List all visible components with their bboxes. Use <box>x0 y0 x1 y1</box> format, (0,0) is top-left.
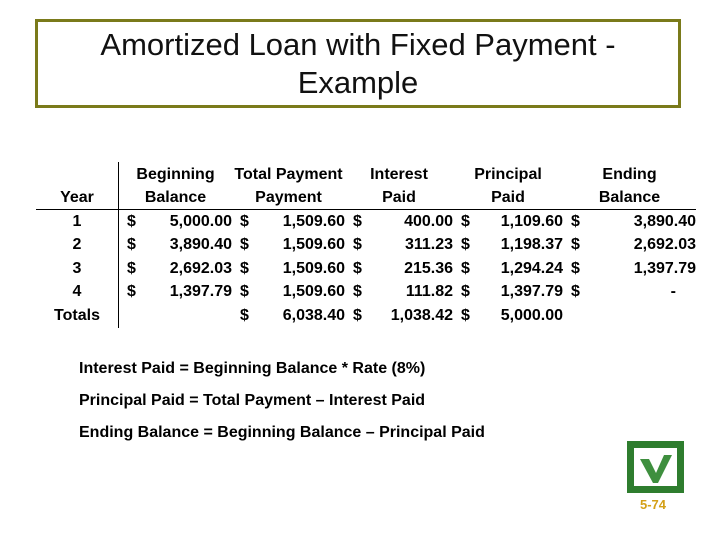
ending-balance-cell: 1,397.79 <box>633 259 696 277</box>
totals-row <box>36 304 696 328</box>
header-cell: Paid <box>345 186 453 210</box>
dollar-sign: $ <box>461 259 470 277</box>
payment-cell: 1,509.60 <box>282 212 345 230</box>
dollar-sign: $ <box>571 212 580 230</box>
beginning-balance-cell: 3,890.40 <box>169 236 232 254</box>
header-cell: Paid <box>453 186 563 210</box>
dollar-sign: $ <box>461 283 470 301</box>
dollar-sign: $ <box>240 212 249 230</box>
checkmark-logo-icon <box>627 441 684 493</box>
total-principal-cell: 5,000.00 <box>500 306 563 324</box>
dollar-sign: $ <box>461 236 470 254</box>
header-cell: Principal <box>474 165 542 183</box>
header-cell <box>36 162 119 186</box>
dollar-sign: $ <box>240 306 249 324</box>
header-row-2 <box>36 186 696 210</box>
payment-cell: 1,509.60 <box>282 283 345 301</box>
dollar-sign: $ <box>571 283 580 301</box>
dollar-sign: $ <box>571 259 580 277</box>
dollar-sign: $ <box>240 259 249 277</box>
dollar-sign: $ <box>240 236 249 254</box>
payment-cell: 1,509.60 <box>282 259 345 277</box>
principal-cell: 1,397.79 <box>500 283 563 301</box>
principal-cell: 1,198.37 <box>500 236 563 254</box>
principal-cell: 1,294.24 <box>500 259 563 277</box>
year-cell: 1 <box>36 210 119 234</box>
empty-cell <box>591 304 696 328</box>
amortization-table <box>36 162 696 328</box>
dollar-sign: $ <box>571 236 580 254</box>
dollar-sign: $ <box>240 283 249 301</box>
dollar-sign: $ <box>461 212 470 230</box>
ending-balance-cell: - <box>670 283 676 301</box>
dollar-sign: $ <box>461 306 470 324</box>
principal-cell: 1,109.60 <box>500 212 563 230</box>
beginning-balance-cell: 2,692.03 <box>169 259 232 277</box>
year-cell: 4 <box>36 281 119 305</box>
dollar-sign: $ <box>127 236 136 254</box>
year-cell: 3 <box>36 257 119 281</box>
empty-cell <box>563 304 591 328</box>
total-payment-cell: 6,038.40 <box>282 306 345 324</box>
note-interest-formula: Interest Paid = Beginning Balance * Rate (8%) <box>79 360 426 377</box>
total-interest-cell: 1,038.42 <box>390 306 453 324</box>
header-cell: Balance <box>119 186 233 210</box>
table-row <box>36 257 696 281</box>
table-row <box>36 234 696 258</box>
note-ending-formula: Ending Balance = Beginning Balance – Principal Paid <box>79 424 485 441</box>
header-cell: Interest <box>370 165 428 183</box>
payment-cell: 1,509.60 <box>282 236 345 254</box>
header-cell: Beginning <box>136 165 215 183</box>
interest-cell: 111.82 <box>405 283 453 301</box>
header-cell: Payment <box>232 186 345 210</box>
title-box <box>35 19 681 108</box>
empty-cell <box>147 304 232 328</box>
header-cell: Balance <box>563 186 696 210</box>
slide-title: Amortized Loan with Fixed Payment - Example <box>100 26 616 100</box>
table-row <box>36 281 696 305</box>
dollar-sign: $ <box>127 283 136 301</box>
header-cell: Year <box>36 186 119 210</box>
header-cell: Total Payment <box>234 165 343 183</box>
dollar-sign: $ <box>127 212 136 230</box>
header-cell: Ending <box>602 165 657 183</box>
ending-balance-cell: 3,890.40 <box>633 212 696 230</box>
header-row-1 <box>36 162 696 186</box>
dollar-sign: $ <box>353 236 362 254</box>
dollar-sign: $ <box>353 212 362 230</box>
note-principal-formula: Principal Paid = Total Payment – Interest Paid <box>79 392 426 409</box>
empty-cell <box>119 304 148 328</box>
interest-cell: 311.23 <box>404 236 453 254</box>
dollar-sign: $ <box>353 259 362 277</box>
dollar-sign: $ <box>353 283 362 301</box>
interest-cell: 400.00 <box>404 212 453 230</box>
dollar-sign: $ <box>127 259 136 277</box>
slide-number: 5-74 <box>640 497 667 512</box>
ending-balance-cell: 2,692.03 <box>633 236 696 254</box>
beginning-balance-cell: 1,397.79 <box>169 283 232 301</box>
totals-label: Totals <box>36 304 119 328</box>
formula-notes <box>79 356 485 452</box>
dollar-sign: $ <box>353 306 362 324</box>
beginning-balance-cell: 5,000.00 <box>169 212 232 230</box>
table-row <box>36 210 696 234</box>
year-cell: 2 <box>36 234 119 258</box>
interest-cell: 215.36 <box>404 259 453 277</box>
